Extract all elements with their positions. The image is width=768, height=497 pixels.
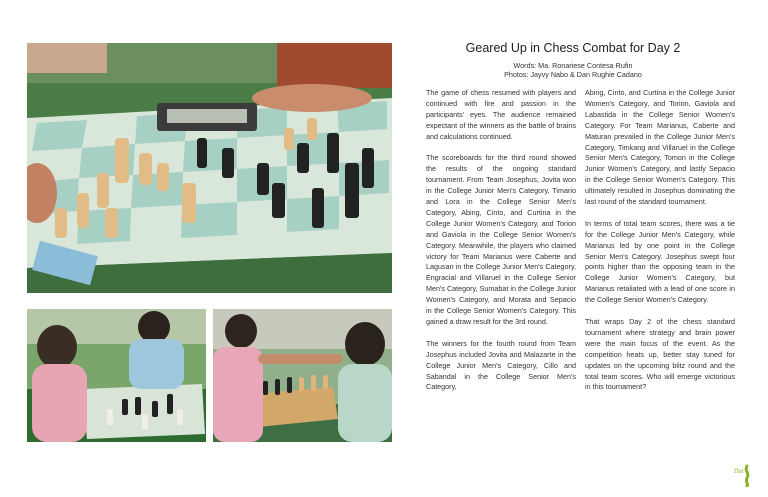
article-column-right bbox=[585, 88, 735, 404]
photos-credit: Photos: Jayvy Nabo & Dan Rughie Cadano bbox=[504, 70, 642, 80]
article-column-left bbox=[426, 88, 576, 404]
paragraph: The winners for the fourth round from Team Josephus included Jovita and Malazarte in the College Junior Men's Category, Cillo and Sabandal in the College Senior Men's Category, bbox=[426, 338, 576, 392]
article-title: Geared Up in Chess Combat for Day 2 bbox=[465, 41, 681, 55]
players-photo-right bbox=[213, 309, 392, 442]
paragraph: Abing, Cinto, and Curtina in the College Junior Women's Category, and Torion, Gaviola and Labastida in the College Senior Women's Category. For Team Marianus, Caberte and Maturan prevailed in the College Junior Men's Category, Timkang and Villaruel in the College Senior Men's Category, Tomon in the College Junior Women's Category, and lastly Sepacio in the College Senior Women's Category. This ultimately resulted in Josephus dominating the last round of the standard tournament. bbox=[585, 88, 735, 207]
paragraph: The game of chess resumed with players and continued with fire and passion in the participants' eyes. The audience remained expectant of the winners as the battle of brains and calculations continued. bbox=[426, 88, 576, 141]
svg-text:the: the bbox=[734, 468, 744, 475]
words-credit: Words: Ma. Ronariese Contesa Rufin bbox=[513, 61, 633, 70]
article-credits bbox=[418, 61, 728, 79]
publication-logo-icon bbox=[734, 463, 756, 487]
paragraph: That wraps Day 2 of the chess standard tournament where strategy and brain power were the main focus of the event. As the competition heats up, better stay tuned for updates on the upcoming blitz round and the total team scores. Who will emerge victorious in this tournament? bbox=[585, 317, 735, 392]
paragraph: In terms of total team scores, there was a tie for the College Junior Men's Category, while Marianus led by one point in the College Senior Men's Category. Josephus swept four points higher than the opposing team in the College Junior Women's Category, but Marianus retaliated with a lead of one score in the College Senior Women's Category. bbox=[585, 218, 735, 305]
main-chess-photo bbox=[27, 43, 392, 293]
paragraph: The scoreboards for the third round showed the results of the ongoing standard tournament. From Team Josephus, Jovita won in the College Junior Men's Category, Timario and Lora in the College Senior Men's Category, Abing, Cinto, and Curtina in the College Junior Women's Category, and Torion and Gaviola in the College Senior Women's Category. Meanwhile, the players who claimed victory for Team Marianus were Caberte and Lagusan in the College Junior Men's Category, Engracial and Villaruel in the College Senior Men's Category, Sumabat in the College Junior Women's Category, and Morata and Sepacio in the College Senior Women's Category. This gained a draw result for the 3rd round. bbox=[426, 153, 576, 327]
players-photo-left bbox=[27, 309, 206, 442]
